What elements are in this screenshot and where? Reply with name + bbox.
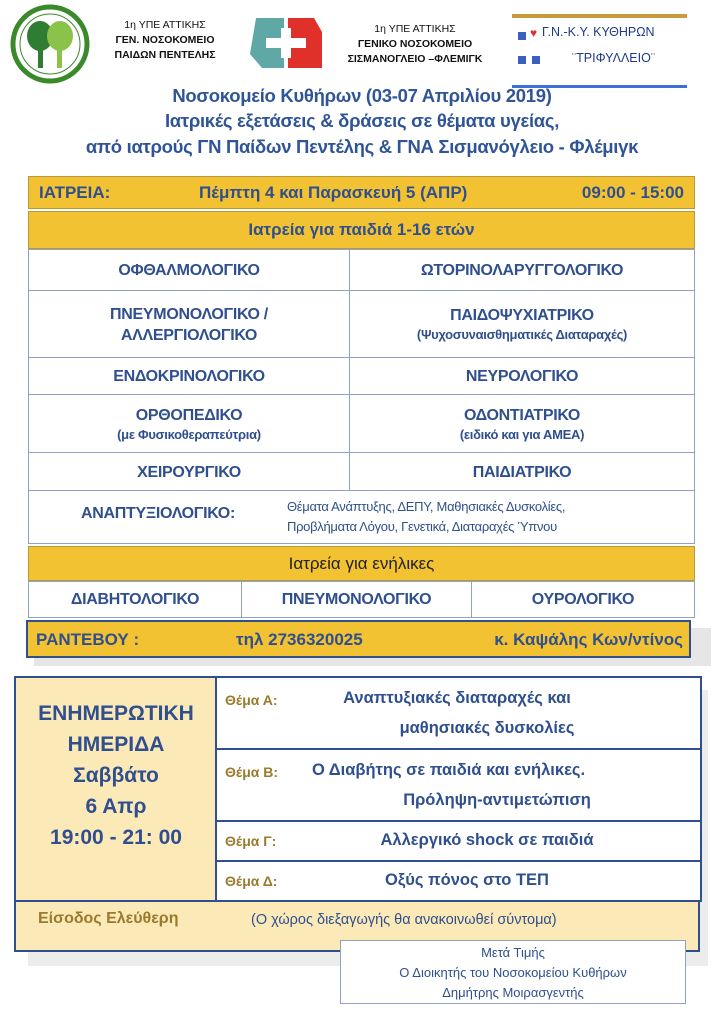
kids-header: Ιατρεία για παιδιά 1-16 ετών [28,211,695,249]
development-row [28,490,695,544]
venue-note: (Ο χώρος διεξαγωγής θα ανακοινωθεί σύντομα) [251,912,557,928]
logo2-text: 1η ΥΠΕ ΑΤΤΙΚΗΣ ΓΕΝΙΚΟ ΝΟΣΟΚΟΜΕΙΟ ΣΙΣΜΑΝΟΓΛΕΙΟ –ΦΛΕΜΙΓΚ [347,23,483,65]
clinic-main: ΠΑΙΔΙΑΤΡΙΚΟ [472,463,572,481]
sismanogleio-logo [248,14,324,72]
topic-b: Θέμα Β: Ο Διαβήτης σε παιδιά και ενήλικες. Πρόληψη-αντιμετώπιση [215,748,702,822]
kids-clinic [349,394,695,454]
topic-g: Θέμα Γ: Αλλεργικό shock σε παιδιά [215,820,702,862]
adult-clinic: ΟΥΡΟΛΟΓΙΚΟ [471,581,695,618]
kids-clinic [349,357,695,396]
clinic-sub: (με Φυσικοθεραπεύτρια) [117,426,261,442]
kids-clinic [28,452,350,492]
clinic-main: ΟΡΘΟΠΕΔΙΚΟ [135,406,243,424]
signature-box: Μετά Τιμής Ο Διοικητής του Νοσοκομείου Κυθήρων Δημήτρης Μοιρασγεντής [340,940,686,1004]
adult-clinic: ΠΝΕΥΜΟΝΟΛΟΓΙΚΟ [241,581,472,618]
clinic-main: ΟΔΟΝΤΙΑΤΡΙΚΟ [463,406,581,424]
kids-clinic [28,249,350,292]
paidon-penteli-logo [10,4,90,84]
clinic-main: ΠΝΕΥΜΟΝΟΛΟΓΙΚΟ / [110,305,268,323]
kythira-logo: ♥ Γ.Ν.-Κ.Υ. ΚΥΘΗΡΩΝ ¨ΤΡΙΦΥΛΛΕΙΟ¨ [512,14,687,88]
logo1-text: 1η ΥΠΕ ΑΤΤΙΚΗΣ ΓΕΝ. ΝΟΣΟΚΟΜΕΙΟ ΠΑΙΔΩΝ ΠΕΝΤΕΛΗΣ [114,19,216,61]
kids-clinic [28,290,350,359]
adults-header: Ιατρεία για ενήλικες [28,546,695,581]
topic-d: Θέμα Δ: Οξύς πόνος στο ΤΕΠ [215,860,702,902]
entry-free: Είσοδος Ελεύθερη [38,910,179,927]
clinic-main: ΟΦΘΑΛΜΟΛΟΓΙΚΟ [118,262,260,279]
hours-time: 09:00 - 15:00 [581,183,684,202]
title-line-3: από ιατρούς ΓΝ Παίδων Πεντέλης & ΓΝΑ Σισμανόγλειο - Φλέμιγκ [85,136,639,157]
kids-clinic [349,249,695,292]
clinic-sub: (Ψυχοσυναισθηματικές Διαταραχές) [416,327,628,342]
kids-clinic [349,452,695,492]
event-title: ΕΝΗΜΕΡΩΤΙΚΗ ΗΜΕΡΙΔΑ Σαββάτο 6 Απρ 19:00 - 21: 00 [38,702,194,849]
heart-icon: ♥ [530,26,538,40]
clinic-sub: (ειδικό και για ΑΜΕΑ) [459,426,585,442]
title-line-2: Ιατρικές εξετάσεις & δράσεις σε θέματα υγείας, [164,110,560,131]
clinic-main: ΩΤΟΡΙΝΟΛΑΡΥΓΓΟΛΟΓΙΚΟ [420,262,624,279]
kids-clinic [349,290,695,359]
event-box [14,676,700,952]
clinic-main: ΝΕΥΡΟΛΟΓΙΚΟ [465,368,579,385]
adult-clinic: ΔΙΑΒΗΤΟΛΟΓΙΚΟ [28,581,242,618]
development-desc: Θέματα Ανάπτυξης, ΔΕΠΥ, Μαθησιακές Δυσκολίες, Προβλήματα Λόγου, Γενετικά, Διαταραχές Ύπνου [287,499,566,534]
clinic-main: ΠΑΙΔΟΨΥΧΙΑΤΡΙΚΟ [450,307,594,324]
appointment-phone: τηλ 2736320025 [236,630,363,649]
appointment-contact: κ. Καψάλης Κων/ντίνος [494,630,683,649]
title-line-1: Νοσοκομείο Κυθήρων (03-07 Απριλίου 2019) [172,85,552,106]
hours-label: ΙΑΤΡΕΙΑ: [39,183,111,202]
clinic-main: ΕΝΔΟΚΡΙΝΟΛΟΓΙΚΟ [113,368,265,385]
development-label: ΑΝΑΠΤΥΞΙΟΛΟΓΙΚΟ: [81,505,235,522]
topic-a: Θέμα Α: Αναπτυξιακές διαταραχές και μαθησιακές δυσκολίες [215,676,702,750]
clinic-main2: ΑΛΛΕΡΓΙΟΛΟΓΙΚΟ [120,326,258,344]
appointment-bar [26,620,691,658]
clinic-main: ΧΕΙΡΟΥΡΓΙΚΟ [137,463,241,481]
kids-clinic [28,357,350,396]
kids-clinic [28,394,350,454]
appointment-label: ΡΑΝΤΕΒΟΥ : [36,630,140,649]
hours-days: Πέμπτη 4 και Παρασκευή 5 (ΑΠΡ) [199,183,468,202]
hours-bar [28,176,695,209]
